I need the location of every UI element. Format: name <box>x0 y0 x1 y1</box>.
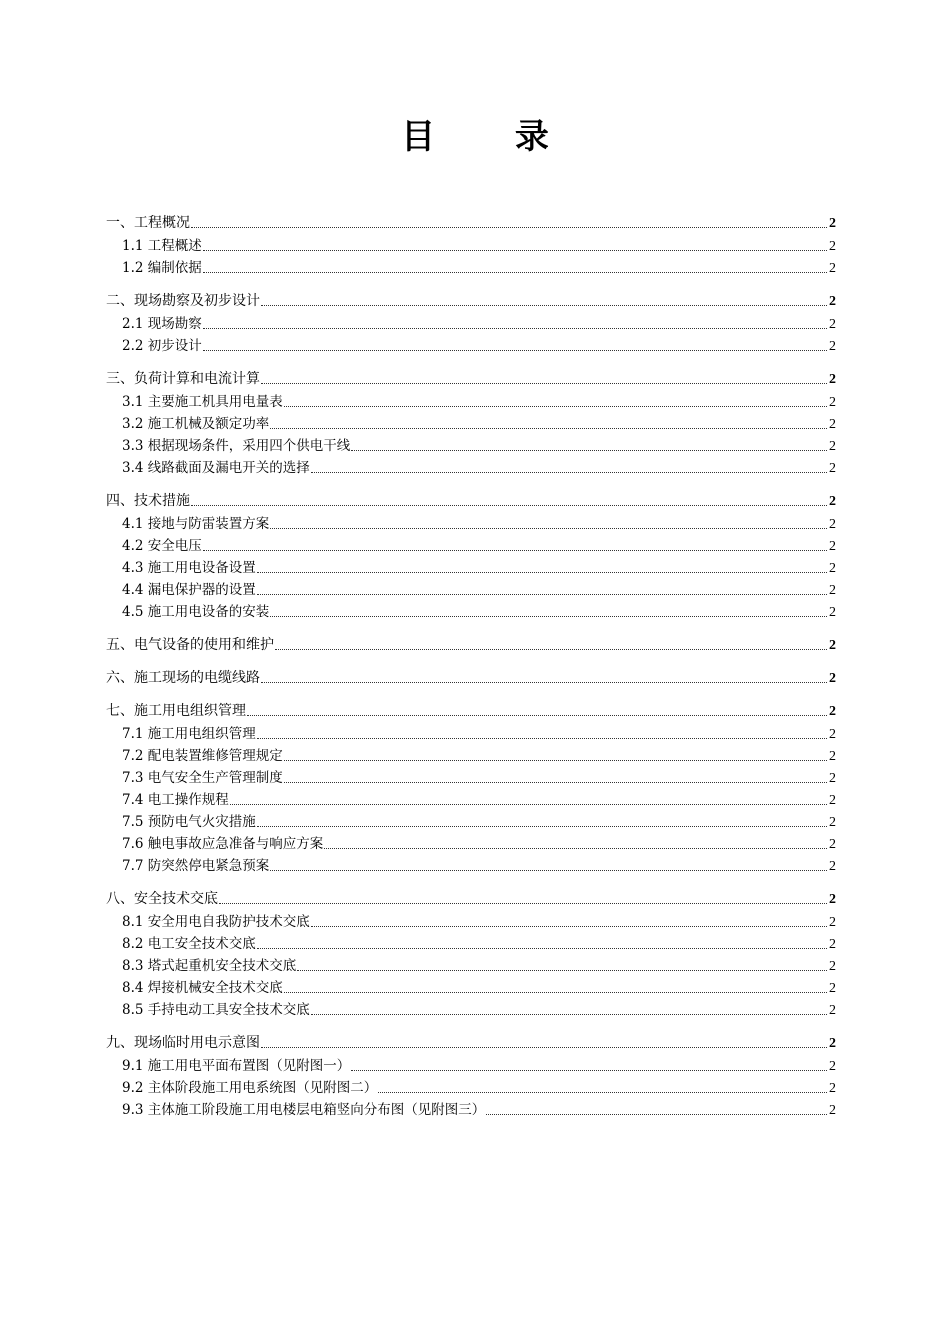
toc-leader-dots <box>275 649 827 650</box>
toc-leader-dots <box>297 970 827 971</box>
toc-entry-title: 7.5 预防电气火灾措施 <box>122 814 256 830</box>
toc-entry-title: 7.1 施工用电组织管理 <box>122 726 256 742</box>
toc-section-entry[interactable] <box>106 855 836 877</box>
toc-chapter-entry[interactable] <box>106 290 836 312</box>
toc-section-entry[interactable] <box>106 999 836 1021</box>
toc-leader-dots <box>351 450 827 451</box>
toc-entry-title: 四、技术措施 <box>106 493 190 509</box>
toc-section-entry[interactable] <box>106 557 836 579</box>
toc-page-number: 2 <box>829 339 836 354</box>
toc-entry-title: 一、工程概况 <box>106 215 190 231</box>
toc-page-number: 2 <box>829 1003 836 1018</box>
toc-section-entry[interactable] <box>106 789 836 811</box>
toc-page-number: 2 <box>829 815 836 830</box>
toc-entry-title: 4.4 漏电保护器的设置 <box>122 582 256 598</box>
toc-section-entry[interactable] <box>106 535 836 557</box>
toc-entry-title: 七、施工用电组织管理 <box>106 703 246 719</box>
toc-leader-dots <box>203 328 827 329</box>
toc-entry-title: 1.1 工程概述 <box>122 238 202 254</box>
toc-entry-title: 7.4 电工操作规程 <box>122 792 229 808</box>
toc-entry-title: 8.2 电工安全技术交底 <box>122 936 256 952</box>
toc-leader-dots <box>284 760 827 761</box>
toc-leader-dots <box>270 528 827 529</box>
toc-leader-dots <box>311 1014 827 1015</box>
toc-entry-title: 9.1 施工用电平面布置图（见附图一） <box>122 1058 351 1074</box>
toc-leader-dots <box>203 250 827 251</box>
toc-page-number: 2 <box>829 859 836 874</box>
toc-page-number: 2 <box>829 395 836 410</box>
toc-leader-dots <box>351 1070 827 1071</box>
toc-page-number: 2 <box>829 439 836 454</box>
toc-page-number: 2 <box>829 771 836 786</box>
toc-page-number: 2 <box>829 915 836 930</box>
toc-page-number: 2 <box>829 937 836 952</box>
toc-leader-dots <box>257 572 827 573</box>
toc-leader-dots <box>219 903 827 904</box>
toc-section-entry[interactable] <box>106 435 836 457</box>
toc-section-entry[interactable] <box>106 1099 836 1121</box>
toc-section-entry[interactable] <box>106 833 836 855</box>
toc-leader-dots <box>270 870 827 871</box>
toc-entry-title: 8.1 安全用电自我防护技术交底 <box>122 914 310 930</box>
toc-page-number: 2 <box>829 892 836 907</box>
toc-entry-title: 8.5 手持电动工具安全技术交底 <box>122 1002 310 1018</box>
toc-page-number: 2 <box>829 1081 836 1096</box>
toc-leader-dots <box>257 594 827 595</box>
toc-leader-dots <box>191 505 827 506</box>
toc-page-number: 2 <box>829 605 836 620</box>
toc-chapter-entry[interactable] <box>106 700 836 722</box>
toc-section-entry[interactable] <box>106 955 836 977</box>
toc-section-entry[interactable] <box>106 235 836 257</box>
toc-page-number: 2 <box>829 461 836 476</box>
toc-entry-title: 2.2 初步设计 <box>122 338 202 354</box>
toc-page-number: 2 <box>829 417 836 432</box>
toc-page-number: 2 <box>829 1103 836 1118</box>
toc-leader-dots <box>311 472 827 473</box>
toc-section-entry[interactable] <box>106 413 836 435</box>
toc-leader-dots <box>203 350 827 351</box>
toc-leader-dots <box>311 926 827 927</box>
toc-page-number: 2 <box>829 981 836 996</box>
toc-leader-dots <box>203 272 827 273</box>
toc-leader-dots <box>270 616 827 617</box>
toc-leader-dots <box>284 406 827 407</box>
toc-leader-dots <box>284 782 827 783</box>
toc-entry-title: 7.3 电气安全生产管理制度 <box>122 770 283 786</box>
toc-leader-dots <box>261 682 827 683</box>
toc-page-number: 2 <box>829 704 836 719</box>
toc-page-number: 2 <box>829 837 836 852</box>
toc-chapter-entry[interactable] <box>106 634 836 656</box>
toc-entry-title: 九、现场临时用电示意图 <box>106 1035 260 1051</box>
toc-page-number: 2 <box>829 372 836 387</box>
toc-leader-dots <box>257 948 827 949</box>
toc-section-entry[interactable] <box>106 1055 836 1077</box>
toc-leader-dots <box>261 383 827 384</box>
page-title: 目 录 <box>401 117 583 157</box>
toc-section-entry[interactable] <box>106 1077 836 1099</box>
toc-page-number: 2 <box>829 261 836 276</box>
toc-leader-dots <box>270 428 827 429</box>
toc-entry-title: 4.5 施工用电设备的安装 <box>122 604 270 620</box>
toc-section-entry[interactable] <box>106 335 836 357</box>
toc-leader-dots <box>378 1092 827 1093</box>
toc-page-number: 2 <box>829 671 836 686</box>
toc-entry-title: 9.3 主体施工阶段施工用电楼层电箱竖向分布图（见附图三） <box>122 1102 486 1118</box>
toc-entry-title: 7.7 防突然停电紧急预案 <box>122 858 270 874</box>
toc-leader-dots <box>261 305 827 306</box>
toc-entry-title: 三、负荷计算和电流计算 <box>106 371 260 387</box>
toc-section-entry[interactable] <box>106 933 836 955</box>
toc-page-number: 2 <box>829 561 836 576</box>
toc-section-entry[interactable] <box>106 601 836 623</box>
toc-page-number: 2 <box>829 1036 836 1051</box>
toc-page-number: 2 <box>829 517 836 532</box>
toc-section-entry[interactable] <box>106 579 836 601</box>
toc-leader-dots <box>486 1114 827 1115</box>
toc-entry-title: 7.2 配电装置维修管理规定 <box>122 748 283 764</box>
toc-entry-title: 八、安全技术交底 <box>106 891 218 907</box>
toc-section-entry[interactable] <box>106 513 836 535</box>
toc-chapter-entry[interactable] <box>106 368 836 390</box>
toc-section-entry[interactable] <box>106 767 836 789</box>
toc-leader-dots <box>230 804 827 805</box>
toc-entry-title: 8.4 焊接机械安全技术交底 <box>122 980 283 996</box>
toc-entry-title: 4.1 接地与防雷装置方案 <box>122 516 270 532</box>
toc-chapter-entry[interactable] <box>106 1032 836 1054</box>
toc-entry-title: 7.6 触电事故应急准备与响应方案 <box>122 836 324 852</box>
toc-section-entry[interactable] <box>106 723 836 745</box>
toc-section-entry[interactable] <box>106 911 836 933</box>
toc-section-entry[interactable] <box>106 811 836 833</box>
toc-leader-dots <box>257 738 827 739</box>
toc-page-number: 2 <box>829 1059 836 1074</box>
toc-entry-title: 3.4 线路截面及漏电开关的选择 <box>122 460 310 476</box>
toc-entry-title: 9.2 主体阶段施工用电系统图（见附图二） <box>122 1080 378 1096</box>
toc-leader-dots <box>247 715 827 716</box>
toc-section-entry[interactable] <box>106 391 836 413</box>
toc-chapter-entry[interactable] <box>106 212 836 234</box>
toc-chapter-entry[interactable] <box>106 888 836 910</box>
toc-section-entry[interactable] <box>106 457 836 479</box>
toc-section-entry[interactable] <box>106 313 836 335</box>
toc-entry-title: 六、施工现场的电缆线路 <box>106 670 260 686</box>
toc-section-entry[interactable] <box>106 977 836 999</box>
toc-page-number: 2 <box>829 494 836 509</box>
toc-leader-dots <box>191 227 827 228</box>
toc-chapter-entry[interactable] <box>106 490 836 512</box>
toc-entry-title: 3.2 施工机械及额定功率 <box>122 416 270 432</box>
toc-entry-title: 3.1 主要施工机具用电量表 <box>122 394 283 410</box>
toc-page-number: 2 <box>829 539 836 554</box>
toc-entry-title: 4.3 施工用电设备设置 <box>122 560 256 576</box>
toc-page-number: 2 <box>829 583 836 598</box>
toc-leader-dots <box>257 826 827 827</box>
toc-leader-dots <box>203 550 827 551</box>
toc-entry-title: 五、电气设备的使用和维护 <box>106 637 274 653</box>
toc-entry-title: 8.3 塔式起重机安全技术交底 <box>122 958 297 974</box>
toc-entry-title: 二、现场勘察及初步设计 <box>106 293 260 309</box>
toc-leader-dots <box>261 1047 827 1048</box>
toc-page-number: 2 <box>829 749 836 764</box>
toc-entry-title: 3.3 根据现场条件，采用四个供电干线 <box>122 438 351 454</box>
toc-page-number: 2 <box>829 638 836 653</box>
toc-entry-title: 4.2 安全电压 <box>122 538 202 554</box>
toc-chapter-entry[interactable] <box>106 667 836 689</box>
toc-page-number: 2 <box>829 294 836 309</box>
toc-entry-title: 2.1 现场勘察 <box>122 316 202 332</box>
table-of-contents <box>106 212 836 1121</box>
toc-leader-dots <box>324 848 827 849</box>
toc-section-entry[interactable] <box>106 257 836 279</box>
toc-page-number: 2 <box>829 317 836 332</box>
toc-page-number: 2 <box>829 959 836 974</box>
toc-page-number: 2 <box>829 793 836 808</box>
toc-page-number: 2 <box>829 216 836 231</box>
toc-entry-title: 1.2 编制依据 <box>122 260 202 276</box>
toc-page-number: 2 <box>829 727 836 742</box>
toc-page-number: 2 <box>829 239 836 254</box>
toc-leader-dots <box>284 992 827 993</box>
toc-section-entry[interactable] <box>106 745 836 767</box>
